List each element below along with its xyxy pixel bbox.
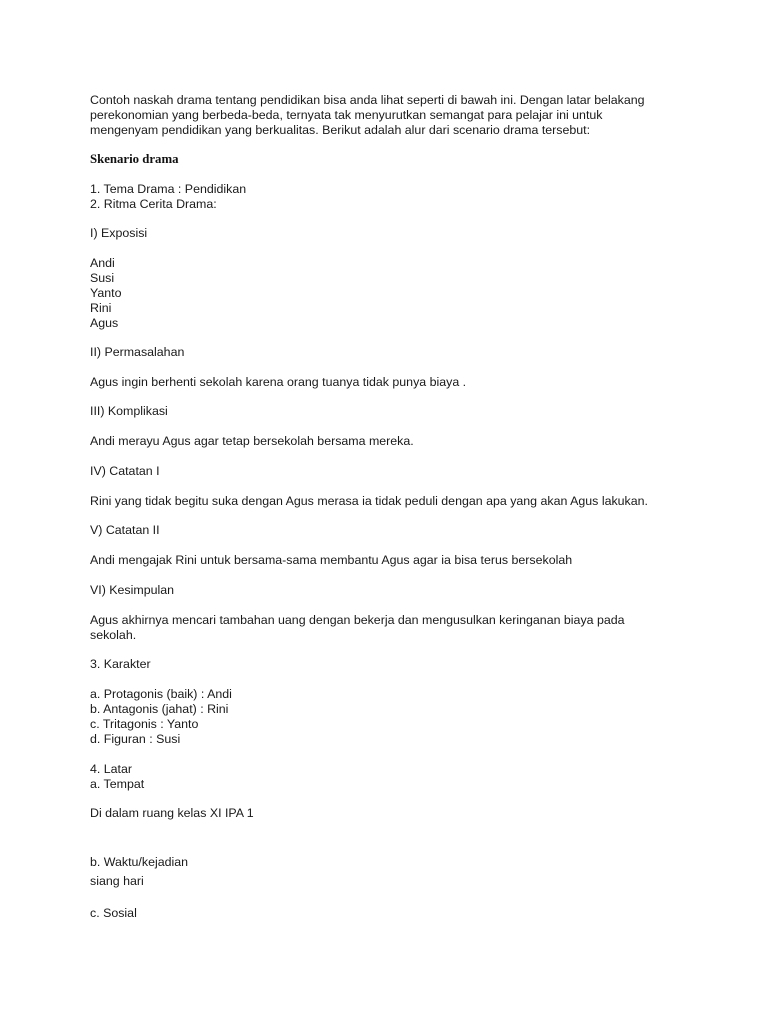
item-tema: 1. Tema Drama : Pendidikan [90,182,247,196]
catatan2-title: V) Catatan II [90,523,160,537]
karakter-item: c. Tritagonis : Yanto [90,717,199,731]
permasalahan-text: Agus ingin berhenti sekolah karena orang tuanya tidak punya biaya . [90,375,467,389]
komplikasi-title: III) Komplikasi [90,404,168,418]
catatan1-text: Rini yang tidak begitu suka dengan Agus merasa ia tidak peduli dengan apa yang akan Agus lakukan. [90,494,648,508]
karakter-item: a. Protagonis (baik) : Andi [90,687,232,701]
catatan2-text: Andi mengajak Rini untuk bersama-sama membantu Agus agar ia bisa terus bersekolah [90,553,573,567]
latar-tempat-title: a. Tempat [90,777,145,791]
intro-line-2: perekonomian yang berbeda-beda, ternyata tak menyurutkan semangat para pelajar ini untuk [90,108,603,122]
exposisi-title: I) Exposisi [90,226,148,240]
latar-waktu-text: siang hari [90,874,144,888]
character-name: Susi [90,271,115,285]
item-ritma: 2. Ritma Cerita Drama: [90,197,217,211]
catatan1-title: IV) Catatan I [90,464,160,478]
latar-waktu-title: b. Waktu/kejadian [90,855,189,869]
karakter-title: 3. Karakter [90,657,151,671]
character-name: Yanto [90,286,122,300]
latar-sosial-title: c. Sosial [90,906,137,920]
intro-line-3: mengenyam pendidikan yang berkualitas. Berikut adalah alur dari scenario drama tersebut: [90,123,591,137]
character-name: Agus [90,316,119,330]
intro-line-1: Contoh naskah drama tentang pendidikan bisa anda lihat seperti di bawah ini. Dengan latar belakang [90,93,645,107]
karakter-item: d. Figuran : Susi [90,732,181,746]
permasalahan-title: II) Permasalahan [90,345,185,359]
komplikasi-text: Andi merayu Agus agar tetap bersekolah bersama mereka. [90,434,414,448]
character-name: Andi [90,256,115,270]
latar-title: 4. Latar [90,762,133,776]
latar-tempat-text: Di dalam ruang kelas XI IPA 1 [90,806,254,820]
kesimpulan-text-1: Agus akhirnya mencari tambahan uang dengan bekerja dan mengusulkan keringanan biaya pada [90,613,625,627]
kesimpulan-title: VI) Kesimpulan [90,583,175,597]
karakter-item: b. Antagonis (jahat) : Rini [90,702,229,716]
character-name: Rini [90,301,112,315]
section-heading: Skenario drama [90,152,179,166]
kesimpulan-text-2: sekolah. [90,628,137,642]
